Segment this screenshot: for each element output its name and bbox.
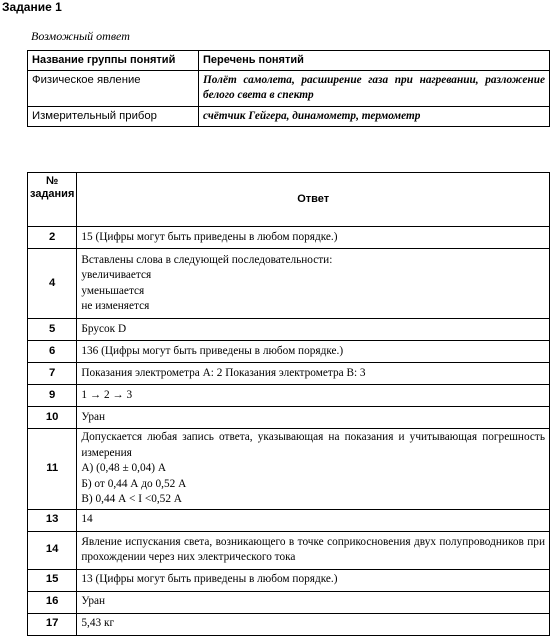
task-number: 6 <box>28 341 77 363</box>
table-row <box>28 531 550 569</box>
table-row <box>28 569 550 591</box>
answer-line: А) (0,48 ± 0,04) А <box>81 462 166 474</box>
task-title: Задание 1 <box>2 0 62 14</box>
task-number: 10 <box>28 407 77 429</box>
task-number: 14 <box>28 531 77 569</box>
table-row <box>28 249 550 319</box>
answer-line: Вставлены слова в следующей последовательности: <box>81 253 333 266</box>
answers-header-row <box>28 173 550 227</box>
task-number: 16 <box>28 591 77 613</box>
answers-table <box>27 172 550 636</box>
task-number: 5 <box>28 319 77 341</box>
answer-line: Уран <box>81 595 106 608</box>
concept-group: Измерительный прибор <box>28 107 199 127</box>
task-answer <box>77 407 550 429</box>
task-number: 7 <box>28 363 77 385</box>
concept-group: Физическое явление <box>28 71 199 107</box>
task-answer <box>77 363 550 385</box>
answers-header-number: № задания <box>28 173 77 227</box>
answers-header-answer: Ответ <box>77 173 550 227</box>
table-row <box>28 385 550 407</box>
table-row <box>28 613 550 635</box>
answer-line: Допускается любая запись ответа, указывающая на показания и учитывающая погрешность измерения <box>81 431 545 459</box>
task-answer <box>77 385 550 407</box>
answers-body <box>28 227 550 636</box>
task-answer <box>77 509 550 531</box>
task-answer <box>77 249 550 319</box>
answer-line: Уран <box>81 410 106 423</box>
table-row <box>28 341 550 363</box>
table-row <box>28 407 550 429</box>
table-row <box>28 71 550 107</box>
answer-line: 1 → 2 → 3 <box>81 388 133 401</box>
answer-line: 15 (Цифры могут быть приведены в любом порядке.) <box>81 230 338 243</box>
concepts-header-items: Перечень понятий <box>199 51 550 71</box>
concepts-header-row <box>28 51 550 71</box>
task-number: 4 <box>28 249 77 319</box>
answer-line: 5,43 кг <box>81 617 115 630</box>
task-number: 11 <box>28 429 77 510</box>
answer-line: 14 <box>81 513 93 526</box>
answer-line: Б) от 0,44 А до 0,52 А <box>81 477 187 490</box>
answer-line: не изменяется <box>81 300 150 312</box>
task-answer <box>77 341 550 363</box>
task-answer <box>77 613 550 635</box>
answer-line: уменьшается <box>81 284 145 297</box>
answer-line: 13 (Цифры могут быть приведены в любом порядке.) <box>81 573 338 586</box>
table-row <box>28 227 550 249</box>
task-answer <box>77 591 550 613</box>
table-row <box>28 319 550 341</box>
task-answer <box>77 429 550 510</box>
table-row <box>28 509 550 531</box>
table-row <box>28 107 550 127</box>
concept-items: счётчик Гейгера, динамометр, термометр <box>199 107 550 127</box>
answer-line: Показания электрометра А: 2 Показания электрометра В: 3 <box>81 366 366 379</box>
task-answer <box>77 531 550 569</box>
task-number: 9 <box>28 385 77 407</box>
concepts-header-group: Название группы понятий <box>28 51 199 71</box>
task-answer <box>77 319 550 341</box>
subtitle: Возможный ответ <box>31 29 130 43</box>
table-row <box>28 363 550 385</box>
task-number: 13 <box>28 509 77 531</box>
answer-line: увеличивается <box>81 269 152 281</box>
answer-line: Брусок D <box>81 322 127 335</box>
answer-line: 136 (Цифры могут быть приведены в любом порядке.) <box>81 344 344 357</box>
task-number: 15 <box>28 569 77 591</box>
task-number: 17 <box>28 613 77 635</box>
table-row <box>28 429 550 510</box>
concept-items: Полёт самолета, расширение газа при нагревании, разложение белого света в спектр <box>199 71 550 107</box>
answer-line: Явление испускания света, возникающего в точке соприкосновения двух полупроводников при прохождении через них электрического тока <box>81 535 545 563</box>
task-answer <box>77 569 550 591</box>
answer-line: В) 0,44 А < I <0,52 А <box>81 493 182 505</box>
task-answer <box>77 227 550 249</box>
concepts-table <box>27 50 550 127</box>
table-row <box>28 591 550 613</box>
task-number: 2 <box>28 227 77 249</box>
